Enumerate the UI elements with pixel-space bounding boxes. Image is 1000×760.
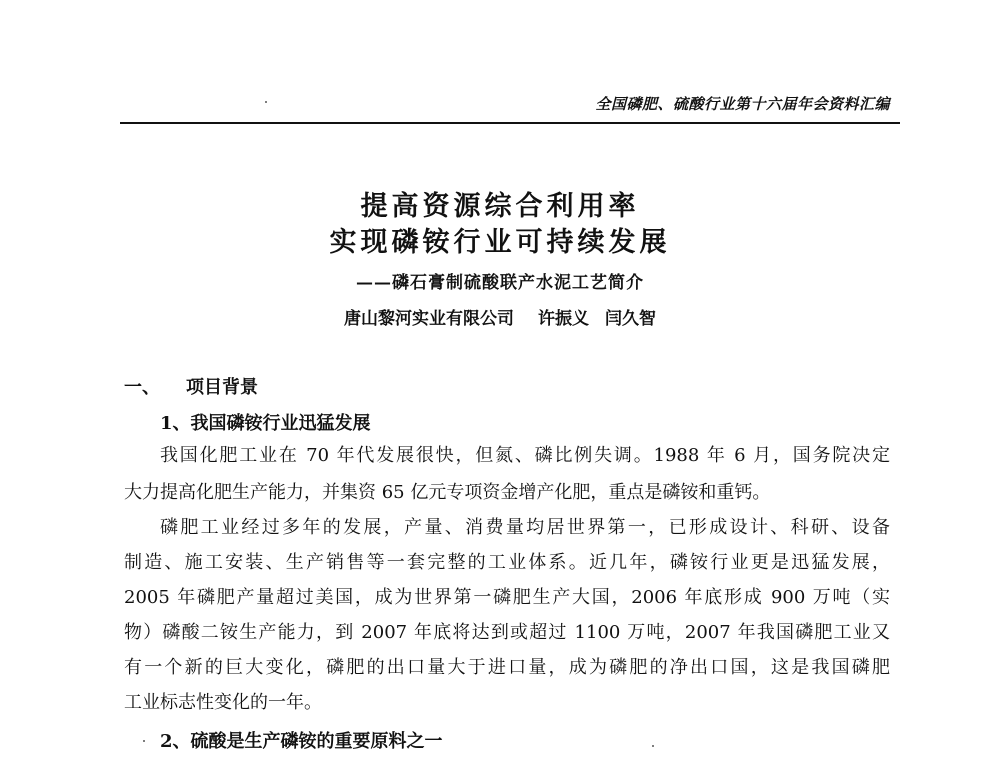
paragraph-2-line-2: 制造、施工安装、生产销售等一套完整的工业体系。近几年，磷铵行业更是迅猛发展， bbox=[124, 552, 890, 573]
scan-speck bbox=[143, 740, 145, 742]
paragraph-2-line-5: 有一个新的巨大变化，磷肥的出口量大于进口量，成为磷肥的净出口国，这是我国磷肥 bbox=[124, 657, 890, 678]
paragraph-2-line-4: 物）磷酸二铵生产能力，到 2007 年底将达到或超过 1100 万吨，2007 年我国磷肥工业又 bbox=[124, 622, 890, 643]
subtitle: ——磷石膏制硫酸联产水泥工艺简介 bbox=[356, 273, 644, 293]
scan-speck bbox=[652, 745, 654, 747]
section-title: 项目背景 bbox=[186, 377, 258, 398]
byline bbox=[0, 304, 1000, 329]
paragraph-2-line-3: 2005 年磷肥产量超过美国，成为世界第一磷肥生产大国，2006 年底形成 900 万吨（实 bbox=[124, 587, 890, 608]
scan-speck bbox=[265, 101, 267, 103]
subsection-heading-2: 2、硫酸是生产磷铵的重要原料之一 bbox=[160, 731, 443, 752]
paragraph-1-line-1: 我国化肥工业在 70 年代发展很快，但氮、磷比例失调。1988 年 6 月，国务院决定 bbox=[160, 445, 890, 466]
running-header: 全国磷肥、硫酸行业第十六届年会资料汇编 bbox=[595, 95, 890, 113]
subsection-heading-1: 1、我国磷铵行业迅猛发展 bbox=[160, 413, 371, 434]
section-number: 一、 bbox=[124, 377, 160, 398]
title-line-2: 实现磷铵行业可持续发展 bbox=[329, 227, 671, 258]
byline-company: 唐山黎河实业有限公司 bbox=[344, 309, 514, 329]
section-heading bbox=[124, 373, 258, 399]
title-line-1: 提高资源综合利用率 bbox=[360, 191, 640, 222]
paragraph-1-line-2: 大力提高化肥生产能力，并集资 65 亿元专项资金增产化肥，重点是磷铵和重钙。 bbox=[124, 482, 771, 503]
byline-author-2: 闫久智 bbox=[605, 309, 656, 329]
header-rule bbox=[120, 122, 900, 124]
byline-author-1: 许振义 bbox=[538, 309, 589, 329]
paragraph-2-line-6: 工业标志性变化的一年。 bbox=[124, 692, 322, 713]
paragraph-2-line-1: 磷肥工业经过多年的发展，产量、消费量均居世界第一，已形成设计、科研、设备 bbox=[160, 517, 890, 538]
